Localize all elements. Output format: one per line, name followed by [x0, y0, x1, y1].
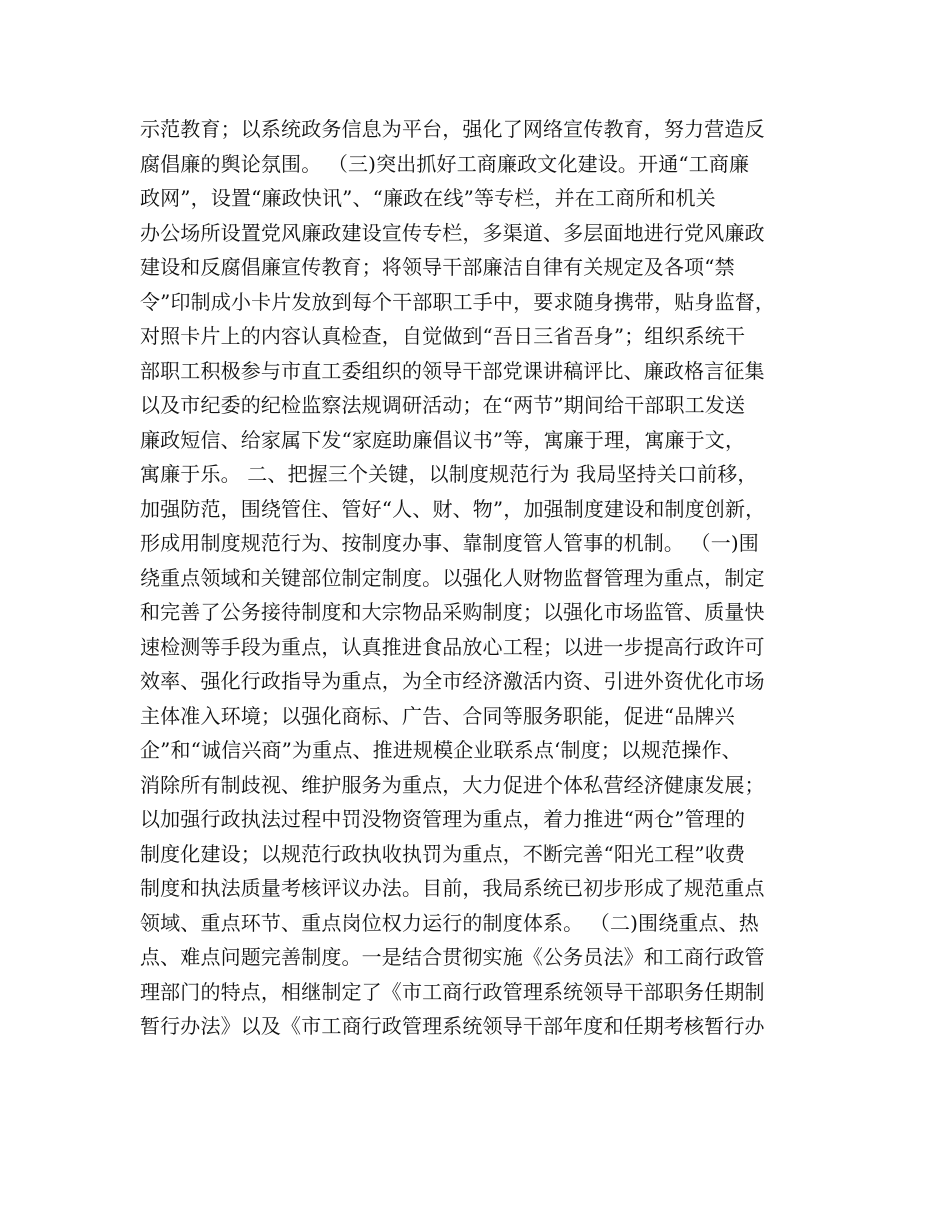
text-line-14: 绕重点领域和关键部位制定制度。以强化人财物监督管理为重点，制定	[140, 565, 765, 590]
text-line-7: 对照卡片上的内容认真检查，自觉做到“吾日三省吾身”；组织系统干	[140, 324, 746, 348]
text-line-1: 示范教育；以系统政务信息为平台，强化了网络宣传教育，努力营造反	[140, 117, 765, 141]
text-line-25: 点、难点问题完善制度。一是结合贯彻实施《公务员法》和工商行政管	[140, 945, 765, 969]
text-line-21: 以加强行政执法过程中罚没物资管理为重点，着力推进“两仓”管理的	[140, 807, 746, 831]
text-line-2: 腐倡廉的舆论氛围。 （三)突出抓好工商廉政文化建设。开通“工商廉	[140, 151, 750, 176]
text-line-16: 速检测等手段为重点，认真推进食品放心工程；以进一步提高行政许可	[140, 634, 765, 659]
text-line-3: 政网”，设置“廉政快讯”、“廉政在线”等专栏，并在工商所和机关	[140, 186, 716, 210]
text-line-6: 令”印制成小卡片发放到每个干部职工手中，要求随身携带，贴身监督，	[140, 289, 776, 314]
text-line-19: 企”和“诚信兴商”为重点、推进规模企业联系点‘制度；以规范操作、	[140, 738, 742, 762]
text-line-9: 以及市纪委的纪检监察法规调研活动；在“两节”期间给干部职工发送	[140, 393, 746, 417]
text-line-24: 领域、重点环节、重点岗位权力运行的制度体系。 （二)围绕重点、热	[140, 910, 759, 935]
text-line-8: 部职工积极参与市直工委组织的领导干部党课讲稿评比、廉政格言征集	[140, 358, 765, 383]
text-line-10: 廉政短信、给家属下发“家庭助廉倡议书”等，寓廉于理，寓廉于文，	[140, 427, 746, 452]
text-line-23: 制度和执法质量考核评议办法。目前，我局系统已初步形成了规范重点	[140, 876, 765, 900]
text-line-13: 形成用制度规范行为、按制度办事、靠制度管人管事的机制。 （一)围	[140, 531, 759, 555]
text-line-27: 暂行办法》以及《市工商行政管理系统领导干部年度和任期考核暂行办	[140, 1014, 765, 1038]
text-line-4: 办公场所设置党风廉政建设宣传专栏，多渠道、多层面地进行党风廉政	[140, 220, 765, 245]
text-line-5: 建设和反腐倡廉宣传教育；将领导干部廉洁自律有关规定及各项“禁	[140, 255, 735, 279]
text-line-20: 消除所有制歧视、维护服务为重点，大力促进个体私营经济健康发展；	[140, 772, 765, 797]
body-text	[140, 112, 830, 1044]
text-line-26: 理部门的特点，相继制定了《市工商行政管理系统领导干部职务任期制	[140, 979, 765, 1004]
text-line-15: 和完善了公务接待制度和大宗物品采购制度；以强化市场监管、质量快	[140, 600, 765, 624]
text-line-11: 寓廉于乐。 二、把握三个关键，以制度规范行为 我局坚持关口前移，	[140, 462, 758, 486]
text-line-22: 制度化建设；以规范行政执收执罚为重点，不断完善“阳光工程”收费	[140, 841, 746, 866]
text-line-12: 加强防范，围绕管住、管好“人、财、物”，加强制度建设和制度创新，	[140, 496, 766, 521]
text-line-17: 效率、强化行政指导为重点，为全市经济激活内资、引进外资优化市场	[140, 669, 765, 693]
text-line-18: 主体准入环境；以强化商标、广告、合同等服务职能，促进“品牌兴	[140, 703, 735, 728]
